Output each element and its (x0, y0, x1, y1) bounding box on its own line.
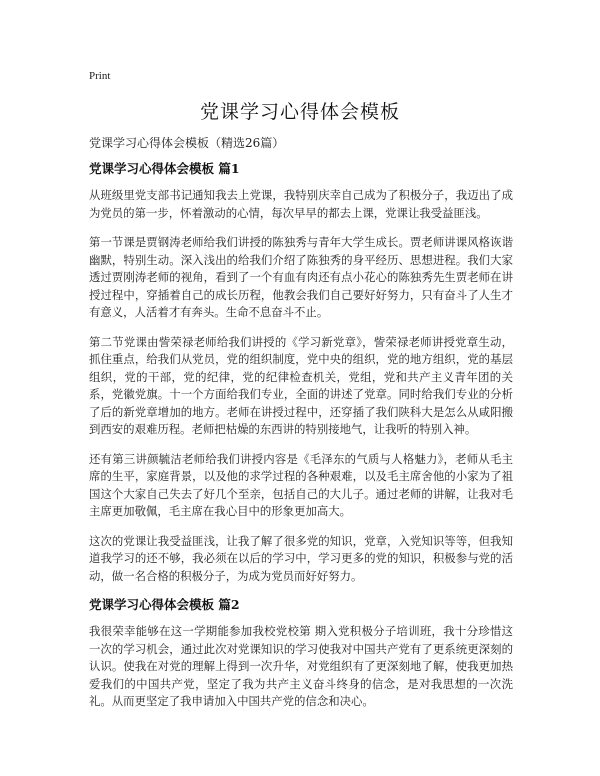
print-link[interactable]: Print (89, 70, 111, 82)
document-body (89, 160, 513, 723)
section-heading: 党课学习心得体会模板 篇2 (89, 597, 240, 612)
document-subtitle: 党课学习心得体会模板（精选26篇） (89, 136, 285, 150)
page-title: 党课学习心得体会模板 (199, 101, 400, 123)
section (89, 596, 513, 711)
paragraph: 我很荣幸能够在这一学期能参加我校党校第 期入党积极分子培训班，我十分珍惜这一次的学习机会，通过此次对党课知识的学习使我对中国共产党有了更系统更深刻的认识。使我在对党的理解上得到一次升华，对党组织有了更深刻地了解，使我更加热爱我们的中国共产党，坚定了我为共产主义奋斗终身的信念，是对我思想的一次洗礼。从而更坚定了我申请加入中国共产党的信念和决心。 (89, 624, 513, 708)
paragraph: 这次的党课让我受益匪浅，让我了解了很多党的知识，党章，入党知识等等，但我知道我学习的还不够，我必须在以后的学习中，学习更多的党的知识，积极参与党的活动，做一名合格的积极分子，为成为党员而好好努力。 (89, 533, 513, 583)
section-heading: 党课学习心得体会模板 篇1 (89, 161, 240, 176)
paragraph: 从班级里党支部书记通知我去上党课，我特别庆幸自己成为了积极分子，我迈出了成为党员的第一步，怀着激动的心情，每次早早的都去上课，党课让我受益匪浅。 (89, 188, 513, 220)
paragraph: 还有第三讲颜毓洁老师给我们讲授内容是《毛泽东的气质与人格魅力》，老师从毛主席的生平，家庭背景，以及他的求学过程的各种艰难，以及毛主席舍他的小家为了祖国这个大家自己失去了好几个至亲，包括自己的大儿子。通过老师的讲解，让我对毛主席更加敬佩，毛主席在我心目中的形象更加高大。 (89, 451, 513, 518)
section (89, 160, 513, 585)
paragraph: 第一节课是贾钢涛老师给我们讲授的陈独秀与青年大学生成长。贾老师讲课风格诙谐幽默，特别生动。深入浅出的给我们介绍了陈独秀的身平经历、思想进程。我们大家透过贾刚涛老师的视角，看到了一个有血有肉还有点小花心的陈独秀先生贾老师在讲授过程中，穿插着自己的成长历程，他教会我们自己要好好努力，只有奋斗了人生才有意义，人活着才有奔头。生命不息奋斗不止。 (89, 235, 513, 319)
paragraph: 第二节党课由訾荣禄老师给我们讲授的《学习新党章》，訾荣禄老师讲授党章生动，抓住重点，给我们从党员，党的组织制度，党中央的组织，党的地方组织，党的基层组织，党的干部，党的纪律，党的纪律检查机关，党组，党和共产主义青年团的关系，党徽党旗。十一个方面给我们专业，全面的讲述了党章。同时给我们专业的分析了后的新党章增加的地方。老师在讲授过程中，还穿插了我们陕科大是怎么从咸阳搬到西安的艰难历程。老师把枯燥的东西讲的特别接地气，让我听的特别入神。 (89, 334, 513, 436)
